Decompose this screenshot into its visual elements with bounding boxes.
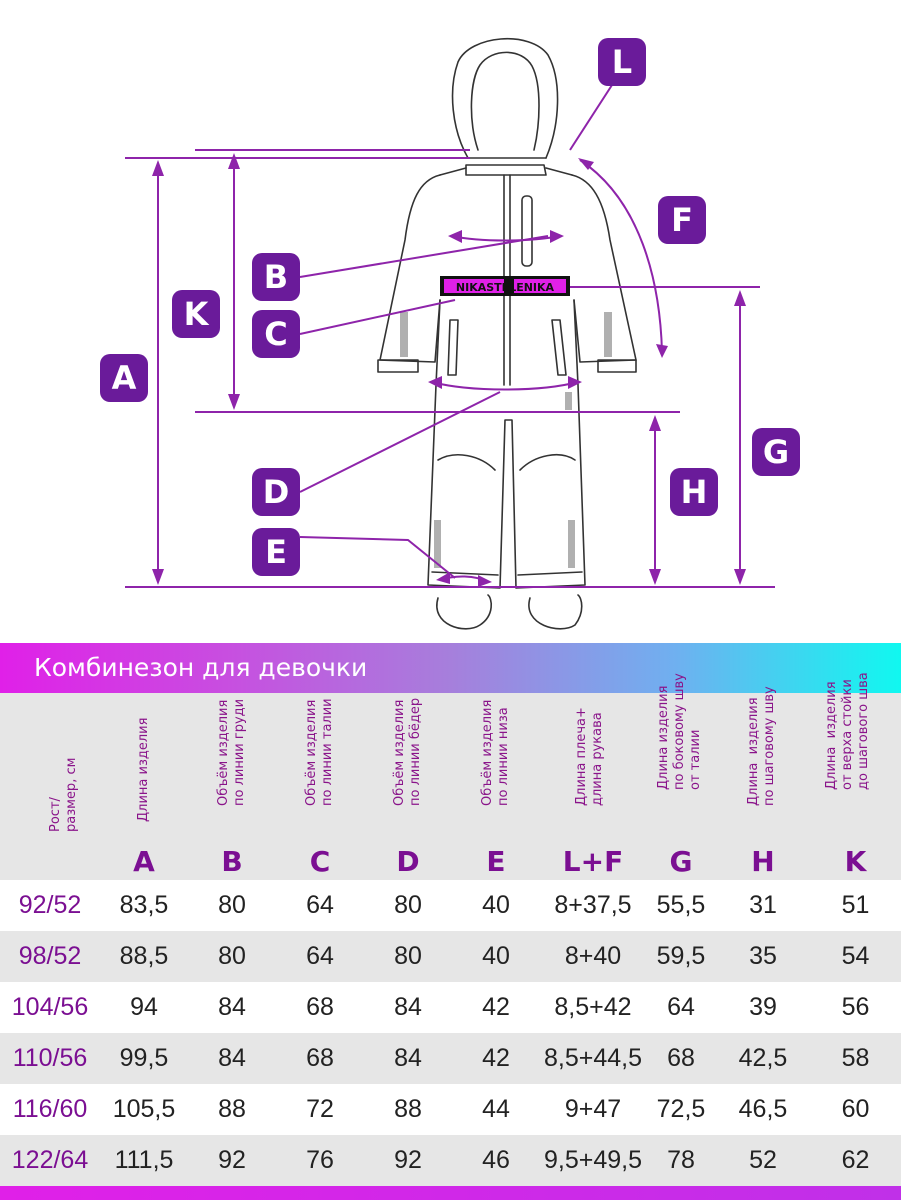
value-cell: 94 — [130, 993, 158, 1021]
header-letter: H — [751, 845, 775, 878]
header-col-d — [364, 693, 452, 880]
header-desc: Длина плеча+ длина рукава — [574, 707, 605, 806]
label-g: G — [752, 428, 800, 476]
value-cell: 52 — [749, 1146, 777, 1174]
label-b: B — [252, 253, 300, 301]
value-cell: 54 — [841, 942, 870, 970]
value-cell: 72 — [306, 1095, 334, 1123]
value-cell: 35 — [749, 942, 777, 970]
header-desc: Объём изделия по линии груди — [216, 698, 247, 806]
value-cell: 9,5+49,5 — [543, 1146, 642, 1174]
bottom-accent-bar — [0, 1186, 901, 1200]
header-letter: L+F — [562, 845, 624, 878]
logo-text: NIKASTELENIKA — [455, 281, 555, 294]
header-desc: Длина изделия — [136, 717, 151, 822]
value-cell: 58 — [841, 1044, 870, 1072]
size-table-header — [0, 672, 901, 880]
value-cell: 105,5 — [112, 1095, 176, 1123]
value-cell: 60 — [841, 1095, 870, 1123]
label-a: A — [100, 354, 148, 402]
value-cell: 9+47 — [564, 1095, 622, 1123]
header-letter: K — [844, 845, 867, 878]
header-letter: C — [309, 845, 331, 878]
label-k: K — [172, 290, 220, 338]
value-cell: 84 — [218, 993, 246, 1021]
table-row — [0, 982, 901, 1033]
size-cell: 116/60 — [12, 1095, 88, 1123]
value-cell: 31 — [749, 891, 777, 919]
value-cell: 8+40 — [564, 942, 622, 970]
value-cell: 111,5 — [114, 1146, 174, 1174]
size-cell: 110/56 — [12, 1044, 88, 1072]
value-cell: 62 — [841, 1146, 870, 1174]
value-cell: 84 — [218, 1044, 246, 1072]
value-cell: 76 — [306, 1146, 334, 1174]
value-cell: 80 — [394, 942, 422, 970]
table-row — [0, 1135, 901, 1186]
size-cell: 98/52 — [18, 942, 82, 970]
value-cell: 92 — [394, 1146, 422, 1174]
value-cell: 39 — [749, 993, 777, 1021]
header-letter: E — [486, 845, 506, 878]
value-cell: 44 — [482, 1095, 510, 1123]
header-letter: A — [133, 845, 155, 878]
header-desc: Объём изделия по линии низа — [480, 699, 511, 806]
header-col-b — [188, 693, 276, 880]
size-cell: 104/56 — [11, 993, 89, 1021]
header-col-h — [716, 686, 810, 880]
label-l: L — [598, 38, 646, 86]
value-cell: 68 — [667, 1044, 695, 1072]
value-cell: 88 — [394, 1095, 422, 1123]
value-cell: 8,5+42 — [554, 993, 632, 1021]
value-cell: 42 — [482, 1044, 510, 1072]
value-cell: 80 — [394, 891, 422, 919]
value-cell: 40 — [482, 891, 510, 919]
value-cell: 80 — [218, 942, 246, 970]
size-cell: 122/64 — [11, 1146, 89, 1174]
value-cell: 8+37,5 — [554, 891, 632, 919]
value-cell: 64 — [306, 942, 334, 970]
header-size-label: Рост/ размер, см — [48, 757, 79, 832]
table-row — [0, 1084, 901, 1135]
value-cell: 42 — [482, 993, 510, 1021]
label-e: E — [252, 528, 300, 576]
value-cell: 46,5 — [738, 1095, 788, 1123]
header-col-c — [276, 693, 364, 880]
header-letter: D — [396, 845, 420, 878]
value-cell: 78 — [667, 1146, 695, 1174]
header-col-e — [452, 693, 540, 880]
size-cell: 92/52 — [18, 891, 82, 919]
value-cell: 55,5 — [656, 891, 706, 919]
value-cell: 99,5 — [119, 1044, 169, 1072]
header-desc: Объём изделия по линии талии — [304, 698, 335, 806]
table-row — [0, 880, 901, 931]
label-h: H — [670, 468, 718, 516]
value-cell: 92 — [218, 1146, 246, 1174]
header-size — [0, 693, 100, 880]
value-cell: 84 — [394, 1044, 422, 1072]
header-col-a — [100, 693, 188, 880]
value-cell: 88,5 — [119, 942, 169, 970]
value-cell: 83,5 — [119, 891, 169, 919]
header-col-lf — [540, 693, 646, 880]
value-cell: 64 — [306, 891, 334, 919]
value-cell: 42,5 — [738, 1044, 788, 1072]
value-cell: 72,5 — [656, 1095, 706, 1123]
header-desc: Длина изделия по боковому шву от талии — [656, 673, 703, 790]
value-cell: 68 — [306, 993, 334, 1021]
header-desc: Объём изделия по линии бёдер — [392, 697, 423, 806]
value-cell: 8,5+44,5 — [543, 1044, 642, 1072]
value-cell: 46 — [482, 1146, 510, 1174]
label-d: D — [252, 468, 300, 516]
value-cell: 51 — [841, 891, 870, 919]
value-cell: 88 — [218, 1095, 246, 1123]
value-cell: 59,5 — [656, 942, 706, 970]
value-cell: 56 — [841, 993, 870, 1021]
header-col-k — [810, 672, 901, 880]
header-desc: Длина изделия по шаговому шву — [746, 686, 777, 806]
value-cell: 80 — [218, 891, 246, 919]
label-c: C — [252, 310, 300, 358]
value-cell: 84 — [394, 993, 422, 1021]
value-cell: 68 — [306, 1044, 334, 1072]
table-row — [0, 931, 901, 982]
header-desc: Длина изделия от верха стойки до шагового шва — [824, 672, 871, 790]
label-f: F — [658, 196, 706, 244]
product-title: Комбинезон для девочки — [34, 653, 368, 682]
header-letter: B — [221, 845, 243, 878]
value-cell: 64 — [667, 993, 695, 1021]
header-letter: G — [669, 845, 693, 878]
header-col-g — [646, 673, 716, 880]
value-cell: 40 — [482, 942, 510, 970]
table-row — [0, 1033, 901, 1084]
